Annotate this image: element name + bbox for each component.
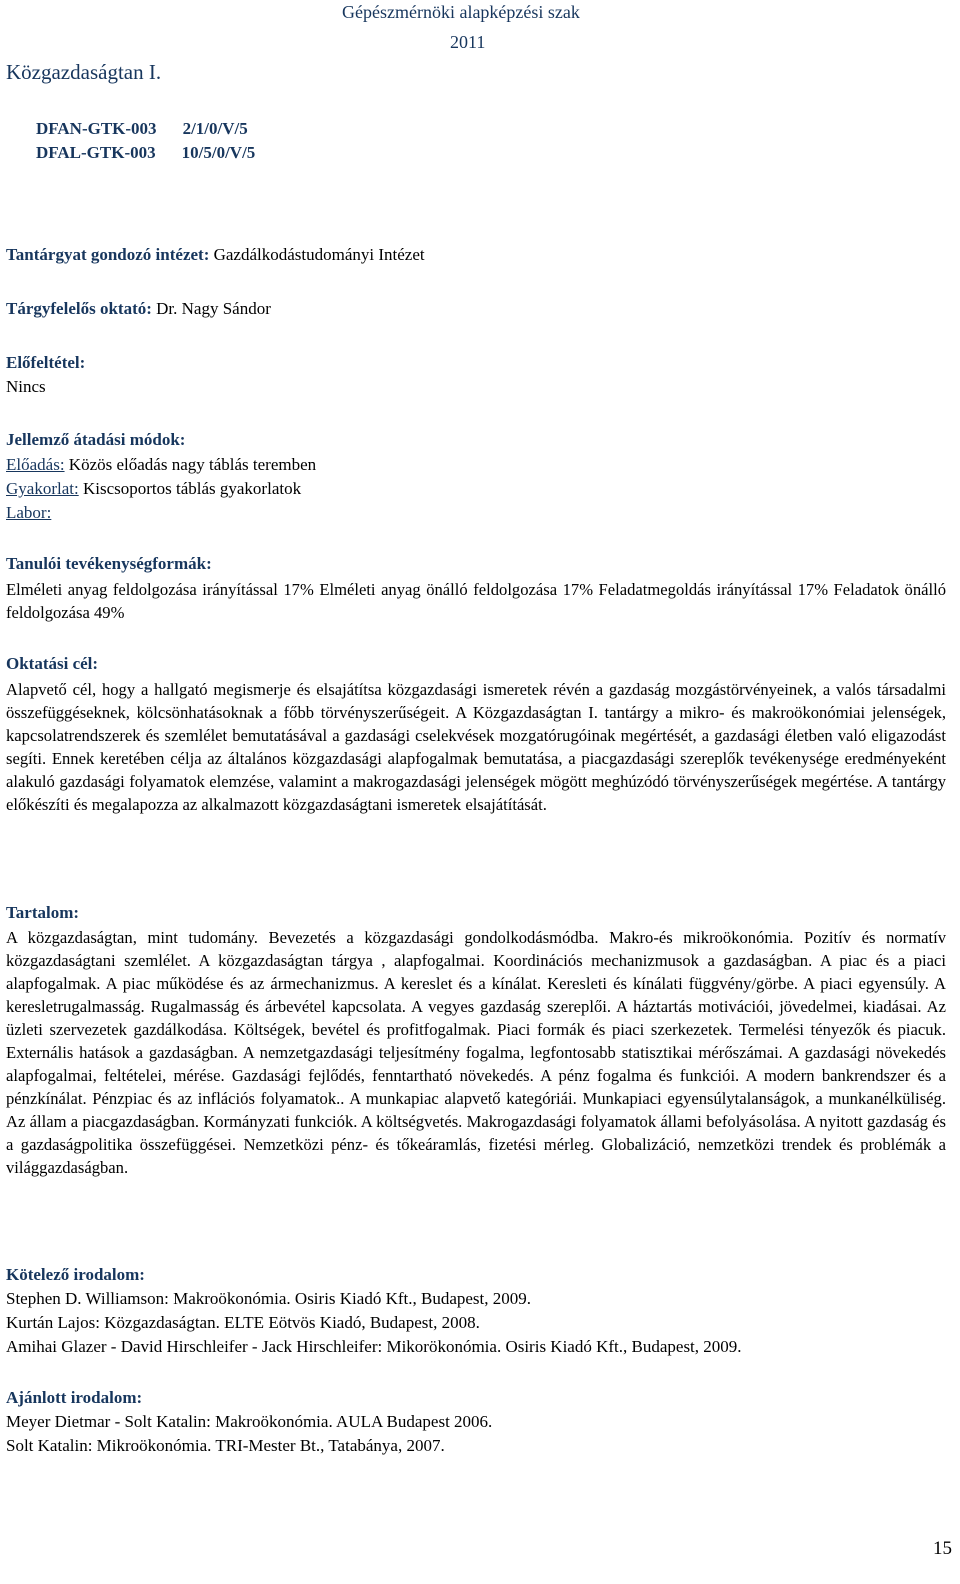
- lab-label: Labor:: [6, 503, 52, 522]
- objective-label: Oktatási cél:: [6, 654, 99, 673]
- lecture-value: Közös előadás nagy táblás teremben: [68, 455, 317, 474]
- literature-item: Meyer Dietmar - Solt Katalin: Makroökonómia. AULA Budapest 2006.: [6, 1412, 493, 1431]
- delivery-lecture-row: [6, 455, 316, 475]
- required-literature-label: Kötelező irodalom:: [6, 1265, 145, 1284]
- page-number: 15: [933, 1538, 952, 1559]
- lecture-label: Előadás:: [6, 455, 65, 474]
- course-code: DFAN-GTK-003: [36, 119, 157, 138]
- lecturer-label: Tárgyfelelős oktató:: [6, 299, 152, 318]
- institute-row: [6, 245, 425, 265]
- activities-label: Tanulói tevékenységformák:: [6, 554, 212, 573]
- course-code-row: [36, 119, 248, 139]
- institute-value: Gazdálkodástudományi Intézet: [213, 245, 425, 264]
- institute-label: Tantárgyat gondozó intézet:: [6, 245, 210, 264]
- literature-item: Kurtán Lajos: Közgazdaságtan. ELTE Eötvös Kiadó, Budapest, 2008.: [6, 1313, 480, 1332]
- delivery-practice-row: [6, 479, 301, 499]
- objective-text: Alapvető cél, hogy a hallgató megismerje és elsajátítsa közgazdasági ismeretek révén a gazdaság mozgástörvényeinek, a valós társadalmi összefüggéseknek, kölcsönhatásoknak a főbb törvényszerűségeit. A Közgazdaságtan I. tantárgy a mikro- és makroökonómiai jelenségek, kapcsolatrendszerek és szemlélet bemutatásával a gazdasági cselekvések mozgatórugóinak megértését, a gazdasági életben való eligazodást segíti. Ennek keretében célja az általános közgazdasági alapfogalmak bemutatása, a piacgazdasági szereplők tevékenysége eredményeként alakuló gazdasági folyamatok elemzése, valamint a makrogazdasági jelenségek mögött meghúzódó törvényszerűségek megértése. A tantárgy előkészíti és megalapozza az alkalmazott közgazdaságtani ismeretek elsajátítását.: [6, 680, 946, 814]
- delivery-lab-row: [6, 503, 51, 523]
- course-code-value: 2/1/0/V/5: [182, 119, 248, 138]
- prerequisite-label: Előfeltétel:: [6, 353, 86, 372]
- literature-item: Stephen D. Williamson: Makroökonómia. Osiris Kiadó Kft., Budapest, 2009.: [6, 1289, 532, 1308]
- delivery-label: Jellemző átadási módok:: [6, 430, 186, 449]
- prerequisite-value: Nincs: [6, 377, 46, 396]
- course-code-value: 10/5/0/V/5: [181, 143, 256, 162]
- practice-label: Gyakorlat:: [6, 479, 79, 498]
- content-text: A közgazdaságtan, mint tudomány. Bevezetés a közgazdasági gondolkodásmódba. Makro-és mikroökonómia. Pozitív és normatív közgazdaságtani szemlélet. A közgazdaságtan tárgya , alapfogalmai. Koordinációs mechanizmusok a gazdaságban. A piac és a piaci alapfogalmak. A piac működése és az ármechanizmus. A kereslet és a kínálat. Keresleti és kínálati függvény/görbe. A piaci egyensúly. A keresletrugalmasság. Rugalmasság és árbevétel kapcsolata. A vegyes gazdaság szereplői. A háztartás motivációi, jövedelmei, kiadásai. Az üzleti szervezetek gazdálkodása. Költségek, bevétel és profitfogalmak. Piaci formák és piaci szerkezetek. Termelési tényezők és piacuk. Externális hatások a gazdaságban. A nemzetgazdasági teljesítmény fogalma, legfontosabb statisztikai mérőszámai. A gazdasági növekedés alapfogalmai, feltételei, mérése. Gazdasági fejlődés, fenntartható növekedés. A pénz fogalma és funkciói. A modern bankrendszer és a pénzkínálat. Pénzpiac és az inflációs folyamatok.. A munkapiac alapvető kategóriái. Munkapiaci egyensúlytalanságok, a munkanélküliség. Az állam a piacgazdaságban. Kormányzati funkciók. A költségvetés. Makrogazdasági folyamatok állami befolyásolása. A nyitott gazdaság és a gazdaságpolitika összefüggései. Nemzetközi pénz- és tőkeáramlás, fizetési mérleg. Globalizáció, nemzetközi trendek és problémák a világgazdaságban.: [6, 928, 946, 1177]
- content-label: Tartalom:: [6, 903, 80, 922]
- course-title: Közgazdaságtan I.: [6, 60, 162, 84]
- literature-item: Amihai Glazer - David Hirschleifer - Jack Hirschleifer: Mikorökonómia. Osiris Kiadó Kft., Budapest, 2009.: [6, 1337, 742, 1356]
- lecturer-row: [6, 299, 271, 319]
- lecturer-value: Dr. Nagy Sándor: [156, 299, 271, 318]
- program-year: 2011: [450, 32, 486, 52]
- recommended-literature-label: Ajánlott irodalom:: [6, 1388, 143, 1407]
- program-name: Gépészmérnöki alapképzési szak: [342, 2, 580, 22]
- practice-value: Kiscsoportos táblás gyakorlatok: [82, 479, 302, 498]
- course-code-row: [36, 143, 255, 163]
- literature-item: Solt Katalin: Mikroökonómia. TRI-Mester Bt., Tatabánya, 2007.: [6, 1436, 445, 1455]
- course-code: DFAL-GTK-003: [36, 143, 156, 162]
- activities-text: Elméleti anyag feldolgozása irányítással 17% Elméleti anyag önálló feldolgozása 17% Feladatmegoldás irányítással 17% Feladatok önálló feldolgozása 49%: [6, 580, 946, 622]
